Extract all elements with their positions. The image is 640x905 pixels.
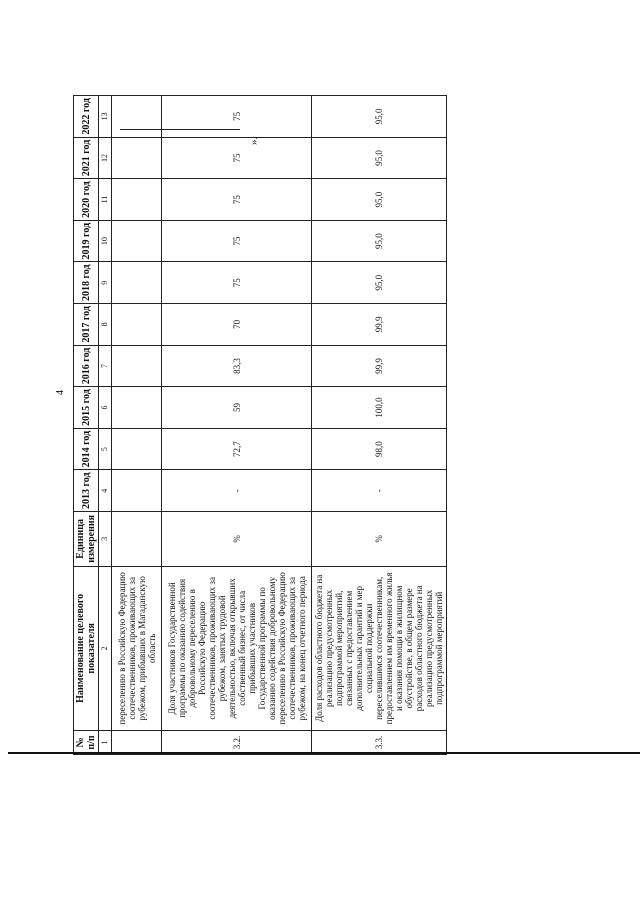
value-cell: 95,0 [312, 220, 447, 262]
col-num: 4 [99, 470, 112, 512]
col-header-2019: 2019 год [74, 220, 99, 262]
col-header-name: Наименование целевого показателя [74, 566, 99, 730]
col-header-2021: 2021 год [74, 137, 99, 179]
value-cell: 99,9 [312, 304, 447, 346]
value-cell [112, 304, 162, 346]
indicator-name: Доля расходов областного бюджета на реализацию предусмотренных подпрограммой мероприятий, связанных с предоставлением дополнительных гарантий и мер социальной поддержки переселившимся соотечественникам, предоставлением им временного жилья и оказания помощи в жилищном обустройстве, в общем размере расходов областного бюджета на реализацию предусмотренных подпрограммой мероприятий [312, 566, 447, 730]
target-indicators-table [73, 95, 447, 755]
value-cell [112, 179, 162, 221]
table-row [162, 96, 312, 755]
value-cell: 75 [162, 220, 312, 262]
value-cell: 99,9 [312, 345, 447, 387]
value-cell [112, 262, 162, 304]
value-cell: - [312, 470, 447, 512]
col-header-2013: 2013 год [74, 470, 99, 512]
unit-cell: % [162, 512, 312, 567]
col-header-2014: 2014 год [74, 428, 99, 470]
value-cell: 95,0 [312, 262, 447, 304]
col-header-2017: 2017 год [74, 304, 99, 346]
col-num: 9 [99, 262, 112, 304]
value-cell: 95,0 [312, 137, 447, 179]
col-num: 8 [99, 304, 112, 346]
col-num: 5 [99, 428, 112, 470]
value-cell [112, 96, 162, 138]
value-cell: 75 [162, 179, 312, 221]
column-number-row [99, 96, 112, 755]
value-cell: 95,0 [312, 179, 447, 221]
table-row [112, 96, 162, 755]
closing-line [120, 129, 240, 130]
value-cell: 75 [162, 137, 312, 179]
indicator-name: переселению в Российскую Федерацию соотечественников, проживающих за рубежом, прибывших в Магаданскую область [112, 566, 162, 730]
page-number: 4 [55, 390, 66, 395]
value-cell: 75 [162, 96, 312, 138]
closing-quote: ». [248, 136, 260, 145]
row-no [112, 730, 162, 754]
indicator-name: Доля участников Государственной программы по оказанию содействия добровольному переселению в Российскую Федерацию соотечественников, проживающих за рубежом, занятых трудовой деятельностью, включая открывших собственный бизнес, от числа прибывших участников Государственной программы по оказанию содействия добровольному переселению в Российскую Федерацию соотечественников, проживающих за рубежом, на конец отчетного периода [162, 566, 312, 730]
value-cell: 98,0 [312, 428, 447, 470]
value-cell: 100,0 [312, 387, 447, 429]
value-cell: 95,0 [312, 96, 447, 138]
row-no: 3.2. [162, 730, 312, 754]
col-num: 6 [99, 387, 112, 429]
header-row [74, 96, 99, 755]
unit-cell [112, 512, 162, 567]
scan-edge-rule [8, 752, 640, 754]
col-num: 7 [99, 345, 112, 387]
col-header-2020: 2020 год [74, 179, 99, 221]
col-header-2016: 2016 год [74, 345, 99, 387]
value-cell [112, 428, 162, 470]
unit-cell: % [312, 512, 447, 567]
value-cell [112, 470, 162, 512]
col-header-no: № п/п [74, 730, 99, 754]
col-num: 12 [99, 137, 112, 179]
value-cell [112, 387, 162, 429]
col-num: 2 [99, 566, 112, 730]
value-cell: 70 [162, 304, 312, 346]
table-row [312, 96, 447, 755]
value-cell: 59 [162, 387, 312, 429]
col-num: 3 [99, 512, 112, 567]
col-num: 11 [99, 179, 112, 221]
value-cell [112, 345, 162, 387]
value-cell: - [162, 470, 312, 512]
col-header-2015: 2015 год [74, 387, 99, 429]
value-cell [112, 137, 162, 179]
value-cell [112, 220, 162, 262]
col-num: 1 [99, 730, 112, 754]
col-header-unit: Единица измерения [74, 512, 99, 567]
col-header-2022: 2022 год [74, 96, 99, 138]
col-num: 10 [99, 220, 112, 262]
rotated-page [55, 45, 444, 755]
value-cell: 75 [162, 262, 312, 304]
row-no: 3.3. [312, 730, 447, 754]
col-num: 13 [99, 96, 112, 138]
col-header-2018: 2018 год [74, 262, 99, 304]
value-cell: 72,7 [162, 428, 312, 470]
value-cell: 83,3 [162, 345, 312, 387]
